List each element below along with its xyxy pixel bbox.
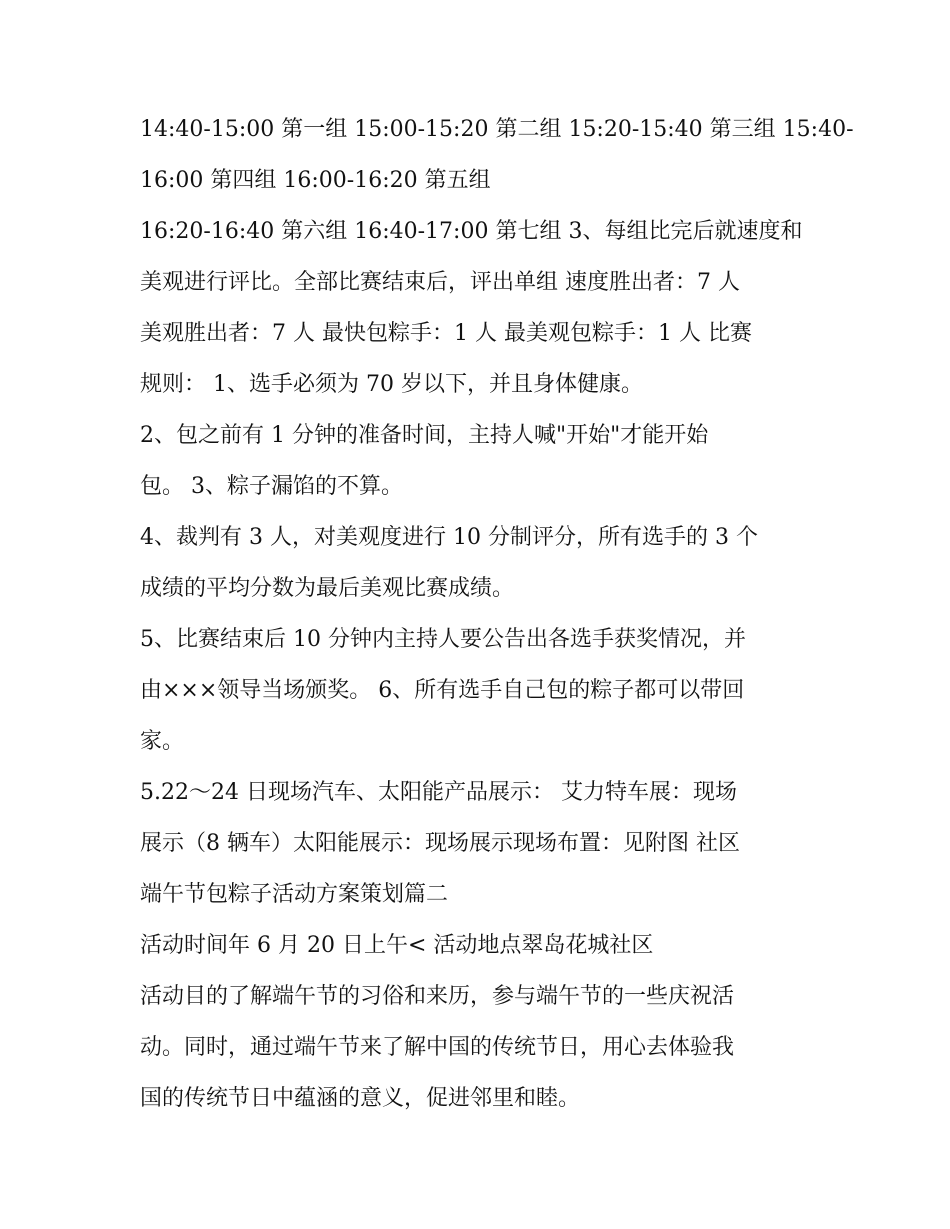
text-line: 包。 3、粽子漏馅的不算。: [140, 474, 403, 499]
text-line: 端午节包粽子活动方案策划篇二: [140, 882, 449, 907]
text-line: 5、比赛结束后 10 分钟内主持人要公告出各选手获奖情况，并: [140, 627, 746, 652]
text-line: 动。同时，通过端午节来了解中国的传统节日，用心去体验我: [140, 1035, 735, 1060]
text-line: 2、包之前有 1 分钟的准备时间，主持人喊"开始"才能开始: [140, 423, 709, 448]
document-body: [140, 104, 854, 1124]
text-line: 活动时间年 6 月 20 日上午< 活动地点翠岛花城社区: [140, 933, 654, 958]
text-line: 成绩的平均分数为最后美观比赛成绩。: [140, 576, 515, 601]
text-line: 16:00 第四组 16:00-16:20 第五组: [140, 168, 491, 193]
text-line: 国的传统节日中蕴涵的意义，促进邻里和睦。: [140, 1086, 581, 1111]
text-line: 由×××领导当场颁奖。 6、所有选手自己包的粽子都可以带回: [140, 678, 745, 703]
text-line: 美观胜出者：7 人 最快包粽手：1 人 最美观包粽手：1 人 比赛: [140, 321, 752, 346]
text-line: 16:20-16:40 第六组 16:40-17:00 第七组 3、每组比完后就速度和: [140, 219, 803, 244]
text-line: 美观进行评比。全部比赛结束后，评出单组 速度胜出者：7 人: [140, 270, 740, 295]
text-line: 5.22～24 日现场汽车、太阳能产品展示： 艾力特车展：现场: [140, 780, 737, 805]
text-line: 4、裁判有 3 人，对美观度进行 10 分制评分，所有选手的 3 个: [140, 525, 758, 550]
text-line: 规则： 1、选手必须为 70 岁以下，并且身体健康。: [140, 372, 643, 397]
text-line: 14:40-15:00 第一组 15:00-15:20 第二组 15:20-15:40 第三组 15:40-: [140, 117, 854, 142]
text-line: 活动目的了解端午节的习俗和来历，参与端午节的一些庆祝活: [140, 984, 735, 1009]
text-line: 展示（8 辆车）太阳能展示：现场展示现场布置：见附图 社区: [140, 831, 740, 856]
text-line: 家。: [140, 729, 185, 754]
